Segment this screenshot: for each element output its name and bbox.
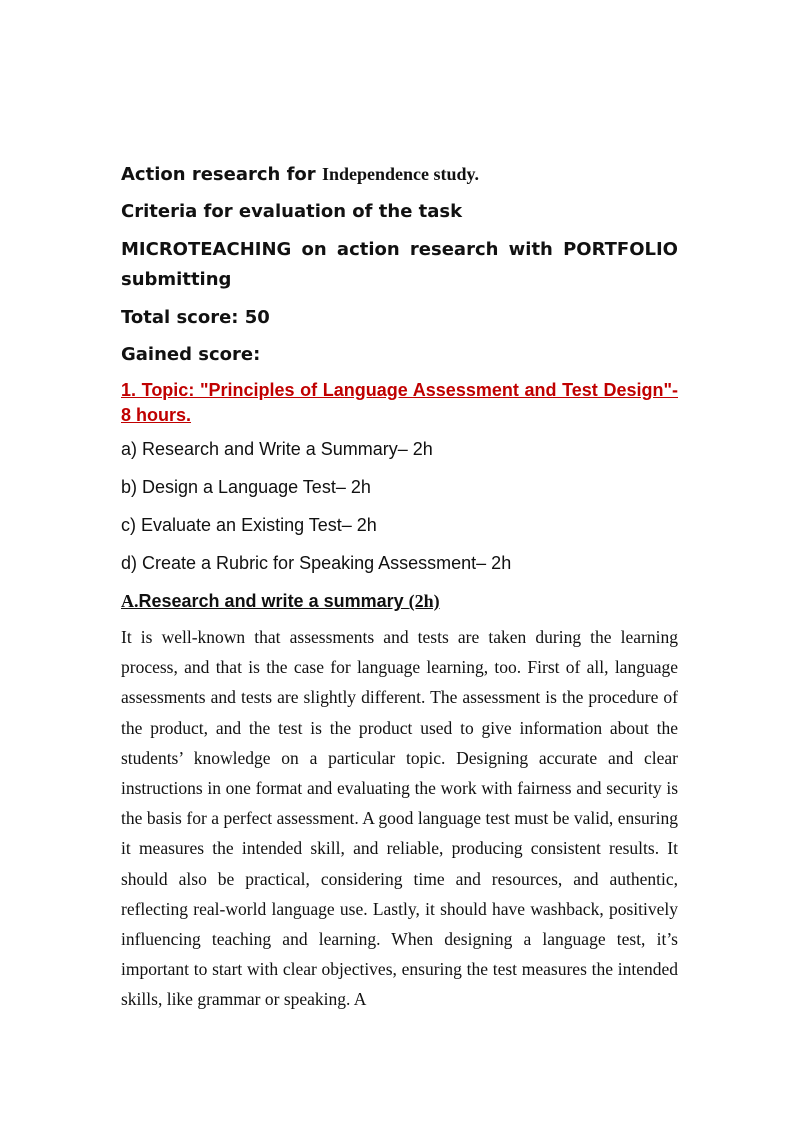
summary-paragraph: It is well-known that assessments and tests are taken during the learning process, and that is the case for language learning, too. First of all, language assessments and tests are slightly different. The assessment is the procedure of the product, and the test is the product used to give information about the students’ knowledge on a particular topic. Designing accurate and clear instructions in one format and evaluating the work with fairness and security is the basis for a perfect assessment. A good language test must be valid, ensuring it measures the intended skill, and reliable, producing consistent results. It should also be practical, considering time and resources, and authentic, reflecting real-world language use. Lastly, it should have washback, positively influencing teaching and learning. When designing a language test, it’s important to start with clear objectives, ensuring the test measures the intended skills, like grammar or speaking. A [121,627,678,1010]
title-prefix: Action research for [121,164,322,185]
section-a-heading [121,588,678,614]
total-score: Total score: 50 [121,307,270,328]
task-item-c: c) Evaluate an Existing Test– 2h [121,515,377,535]
criteria-heading: Criteria for evaluation of the task [121,201,463,222]
topic-heading: 1. Topic: "Principles of Language Assessment and Test Design"- 8 hours. [121,380,678,425]
section-a-letter: A. [121,591,139,611]
document-title [121,160,678,189]
task-item-b: b) Design a Language Test– 2h [121,477,371,497]
title-suffix: Independence study. [321,164,479,184]
gained-score: Gained score: [121,344,261,365]
microteaching-heading: MICROTEACHING on action research with PORTFOLIO submitting [121,239,678,290]
section-a-title: Research and write a summary [138,591,409,611]
document-page [121,160,678,1015]
section-a-hours: (2h) [408,591,440,611]
task-item-d: d) Create a Rubric for Speaking Assessment– 2h [121,553,512,573]
task-item-a: a) Research and Write a Summary– 2h [121,439,433,459]
